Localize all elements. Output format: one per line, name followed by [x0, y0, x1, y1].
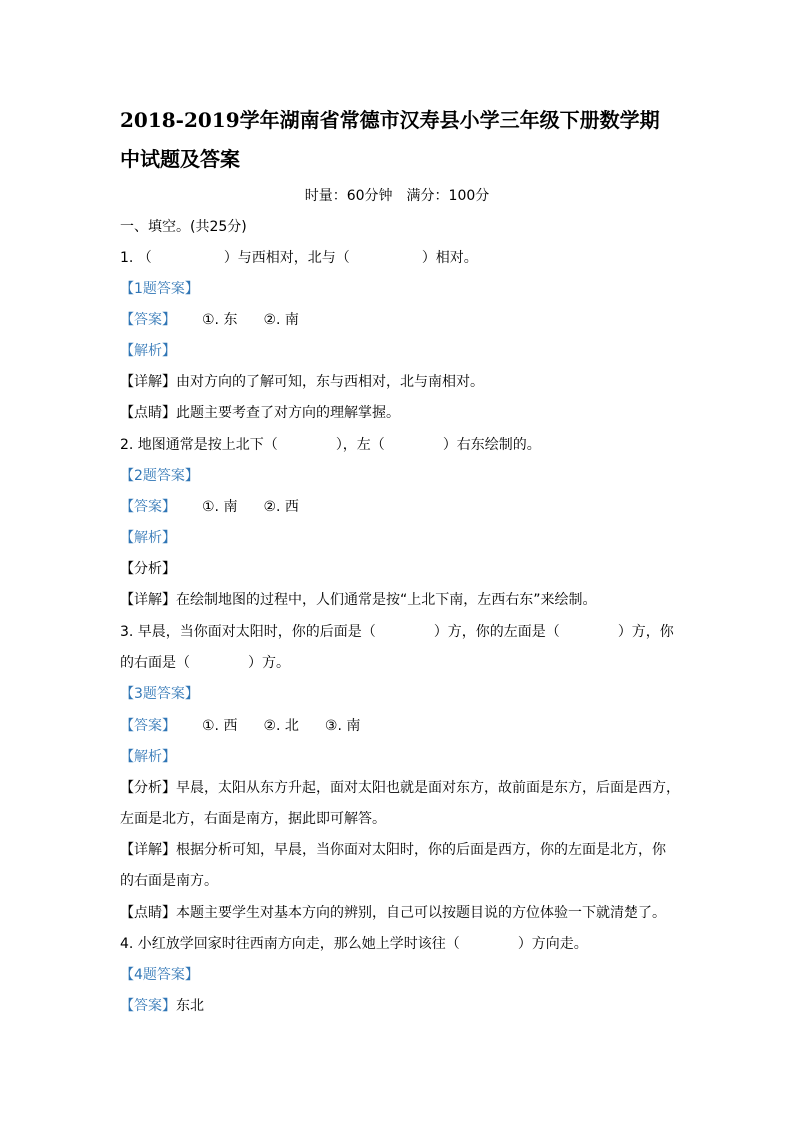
q4-text-after: ）方向走。	[517, 936, 588, 952]
question-3-cont	[120, 653, 290, 673]
detail-tag: 【详解】	[120, 592, 176, 608]
q2-detail-text: 在绘制地图的过程中，人们通常是按“上北下南，左西右东”来绘制。	[176, 592, 597, 608]
doc-title-line-2: 中试题及答案	[120, 147, 240, 171]
q2-analysis-heading: 【解析】	[120, 530, 176, 546]
q3-text-before: 3. 早晨，当你面对太阳时，你的后面是（	[120, 624, 376, 640]
q3-answer	[120, 716, 360, 736]
answer-tag: 【答案】	[120, 718, 176, 734]
q1-detail	[120, 372, 484, 392]
q3-text-mid: ）方，你的左面是（	[433, 624, 560, 640]
question-4	[120, 934, 588, 954]
q3-analysis-cont: 左面是北方，右面是南方，据此即可解答。	[120, 811, 386, 827]
q3-line2-before: 的右面是（	[120, 655, 190, 671]
q3-detail-text-1: 根据分析可知，早晨，当你面对太阳时，你的后面是西方，你的左面是北方，你	[176, 842, 666, 858]
question-3	[120, 622, 674, 642]
question-2	[120, 435, 541, 455]
q1-answer	[120, 310, 299, 330]
q2-detail	[120, 590, 597, 610]
q2-answer	[120, 497, 299, 517]
q2-text-after: ）右东绘制的。	[442, 437, 541, 453]
q3-detail-cont: 的右面是南方。	[120, 873, 218, 889]
q3-analysis	[120, 778, 680, 798]
question-1	[120, 248, 478, 268]
answer-tag: 【答案】	[120, 998, 176, 1014]
q2-answer-2: ②. 西	[263, 499, 299, 515]
q3-line2-after: ）方。	[248, 655, 290, 671]
q4-answer-text: 东北	[176, 998, 204, 1014]
q1-text-mid: ）与西相对，北与（	[223, 250, 350, 266]
answer-tag: 【答案】	[120, 499, 176, 515]
q3-answer-heading: 【3题答案】	[120, 686, 199, 702]
q1-comment	[120, 403, 400, 423]
q1-text-before: 1. （	[120, 250, 152, 266]
section-heading: 一、填空。(共25分)	[120, 219, 247, 235]
detail-tag: 【详解】	[120, 374, 176, 390]
comment-tag: 【点睛】	[120, 905, 176, 921]
q3-answer-2: ②. 北	[263, 718, 299, 734]
q1-answer-heading: 【1题答案】	[120, 281, 199, 297]
q1-comment-text: 此题主要考查了对方向的理解掌握。	[176, 405, 400, 421]
q3-answer-3: ③. 南	[324, 718, 361, 734]
comment-tag: 【点睛】	[120, 405, 176, 421]
q2-text-mid: ），左（	[335, 437, 385, 453]
exam-meta: 时量：60分钟 满分：100分	[304, 188, 490, 204]
q1-analysis-heading: 【解析】	[120, 343, 176, 359]
q2-answer-1: ①. 南	[202, 499, 238, 515]
q4-answer-heading: 【4题答案】	[120, 967, 199, 983]
q4-answer	[120, 996, 204, 1016]
q3-analysis-text-1: 早晨，太阳从东方升起，面对太阳也就是面对东方，故前面是东方，后面是西方，	[176, 780, 680, 796]
detail-tag: 【详解】	[120, 842, 176, 858]
q3-comment	[120, 903, 666, 923]
q2-analysis: 【分析】	[120, 561, 176, 577]
q1-answer-2: ②. 南	[263, 312, 299, 328]
q3-analysis-heading: 【解析】	[120, 749, 176, 765]
q4-text-before: 4. 小红放学回家时往西南方向走，那么她上学时该往（	[120, 936, 460, 952]
q3-answer-1: ①. 西	[202, 718, 238, 734]
q1-text-after: ）相对。	[421, 250, 478, 266]
doc-title-line-1: 2018-2019学年湖南省常德市汉寿县小学三年级下册数学期	[120, 108, 660, 132]
q1-answer-1: ①. 东	[202, 312, 238, 328]
q3-detail	[120, 840, 666, 860]
q2-answer-heading: 【2题答案】	[120, 468, 199, 484]
q3-text-after: ）方，你	[617, 624, 674, 640]
q1-detail-text: 由对方向的了解可知，东与西相对，北与南相对。	[176, 374, 484, 390]
answer-tag: 【答案】	[120, 312, 176, 328]
analysis-tag: 【分析】	[120, 780, 176, 796]
q3-comment-text: 本题主要学生对基本方向的辨别，自己可以按题目说的方位体验一下就清楚了。	[176, 905, 666, 921]
q2-text-before: 2. 地图通常是按上北下（	[120, 437, 278, 453]
